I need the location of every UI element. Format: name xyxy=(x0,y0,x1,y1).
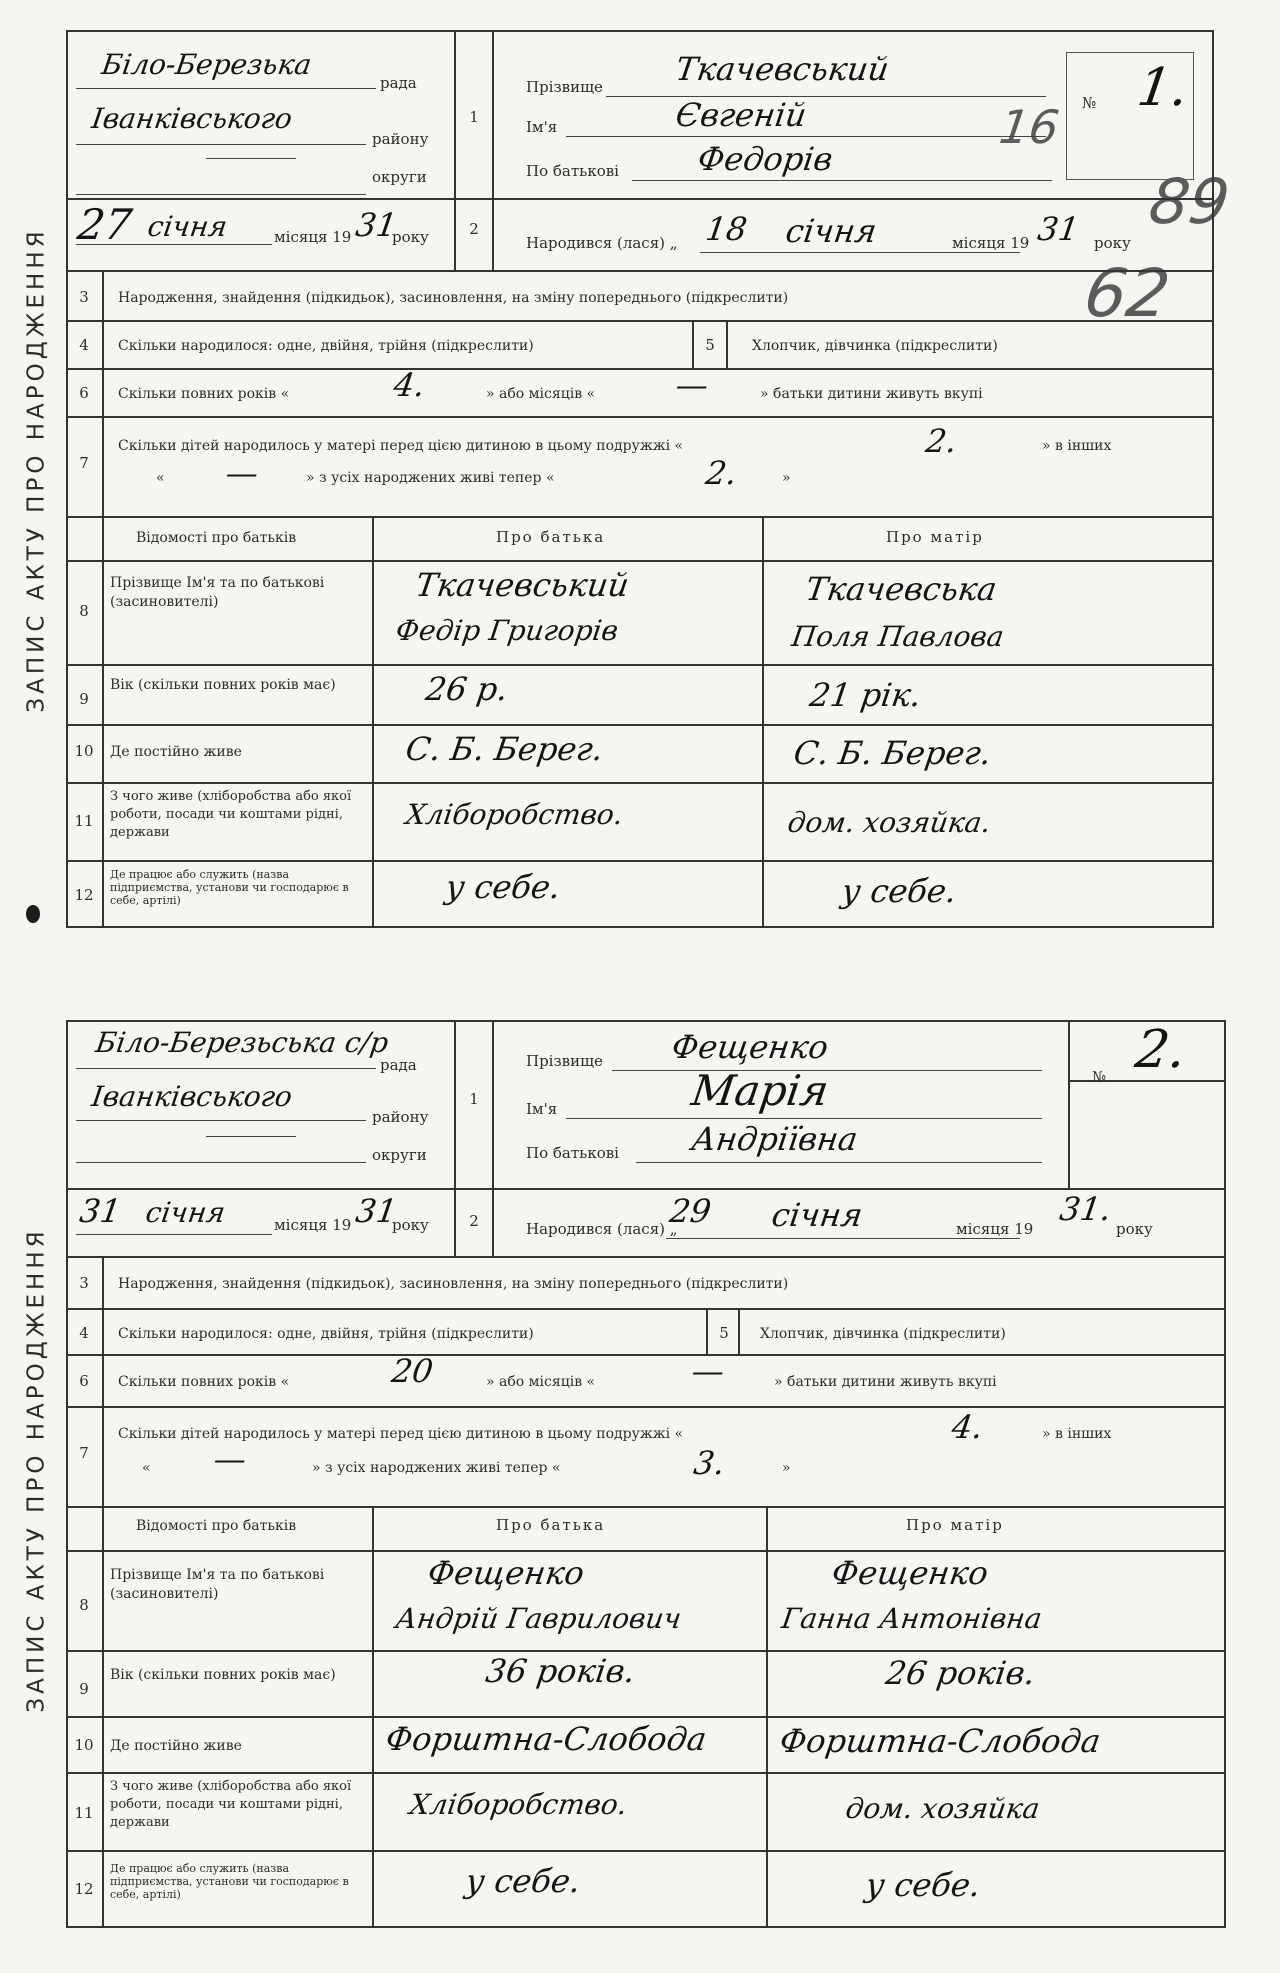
record-year: 31 xyxy=(353,1192,400,1230)
row-7-text: Скільки дітей народилось у матері перед цією дитиною в цьому подружжі « xyxy=(118,1426,684,1442)
children-other: — xyxy=(223,454,261,492)
years-together: 4. xyxy=(391,366,428,404)
label-rada: рада xyxy=(380,1056,417,1074)
father-livelihood: Хліборобство. xyxy=(407,1788,630,1821)
label-rayonu: району xyxy=(372,130,429,148)
label-misyatsia: місяця 19 xyxy=(956,1220,1034,1238)
header-father: Про батька xyxy=(496,1516,606,1534)
label-roku: року xyxy=(1094,234,1131,252)
record-day: 27 xyxy=(74,200,135,249)
label-born: Народився (лася) „ xyxy=(526,234,678,252)
children-other: — xyxy=(211,1440,249,1478)
mother-name: Поля Павлова xyxy=(789,620,1006,653)
row-6-text: » або місяців « xyxy=(486,1374,596,1390)
father-work: у себе. xyxy=(443,868,563,906)
row-4-text: Скільки народилося: одне, двійня, трійня (підкреслити) xyxy=(118,1326,534,1342)
row-7-text: « xyxy=(142,1460,151,1476)
district: Іванківського xyxy=(89,1080,295,1113)
label-number: № xyxy=(1082,94,1097,112)
label-name: Ім'я xyxy=(526,1100,558,1118)
row-7-text: Скільки дітей народилось у матері перед цією дитиною в цьому подружжі « xyxy=(118,438,684,454)
mother-residence: С. Б. Берег. xyxy=(791,734,994,772)
label-okrugy: округи xyxy=(372,168,427,186)
label-misyatsia: місяця 19 xyxy=(274,1216,352,1234)
child-surname: Фещенко xyxy=(669,1028,831,1066)
label-roku: року xyxy=(392,228,429,246)
header-father: Про батька xyxy=(496,528,606,546)
mother-surname: Фещенко xyxy=(829,1554,991,1592)
years-together: 20 xyxy=(389,1352,436,1390)
record-number: 1. xyxy=(1133,58,1192,118)
side-title-text: ЗАПИС АКТУ ПРО НАРОДЖЕННЯ xyxy=(24,1227,50,1713)
row-11-label: З чого живе (хліборобства або якої роботи, посади чи коштами рідні, держави xyxy=(110,789,352,840)
row-7-text: » з усіх народжених живі тепер « xyxy=(306,470,555,486)
father-name: Андрій Гаврилович xyxy=(393,1602,684,1635)
label-surname: Прізвище xyxy=(526,78,603,96)
row-6-text: » батьки дитини живуть вкупі xyxy=(774,1374,997,1390)
father-livelihood: Хліборобство. xyxy=(403,798,626,831)
father-work: у себе. xyxy=(463,1862,583,1900)
label-rayonu: району xyxy=(372,1108,429,1126)
child-name: Євгеній xyxy=(673,96,809,134)
header-mother: Про матір xyxy=(906,1516,1004,1534)
row-5-text: Хлопчик, дівчинка (підкреслити) xyxy=(760,1326,1006,1342)
children-living: 3. xyxy=(691,1444,728,1482)
row-7-text: » в інших xyxy=(1042,1426,1112,1442)
margin-note: 62 xyxy=(1079,255,1175,332)
children-living: 2. xyxy=(703,454,740,492)
row-3-text: Народження, знайдення (підкидьок), засиновлення, на зміну попереднього (підкреслити) xyxy=(118,1276,789,1292)
months-together: — xyxy=(689,1352,727,1390)
row-12-label: Де працює або служить (назва підприємства, установи чи господарює в себе, артілі) xyxy=(110,1862,349,1901)
label-roku: року xyxy=(1116,1220,1153,1238)
header-info: Відомості про батьків xyxy=(136,530,297,546)
label-patronymic: По батькові xyxy=(526,162,619,180)
father-residence: С. Б. Берег. xyxy=(403,730,606,768)
label-surname: Прізвище xyxy=(526,1052,603,1070)
birth-month: січня xyxy=(769,1196,865,1234)
row-6-text: » або місяців « xyxy=(486,386,596,402)
row-8-label: Прізвище Ім'я та по батькові (засиновителі) xyxy=(110,1567,325,1602)
father-name: Федір Григорів xyxy=(393,614,621,647)
side-title-text: ЗАПИС АКТУ ПРО НАРОДЖЕННЯ xyxy=(24,227,50,713)
village-council: Біло-Березьська с/р xyxy=(93,1026,391,1059)
mother-livelihood: дом. хозяйка. xyxy=(785,806,993,839)
mother-age: 26 років. xyxy=(883,1654,1038,1692)
label-number: № xyxy=(1092,1068,1107,1086)
binding-hole xyxy=(26,905,40,923)
row-5-text: Хлопчик, дівчинка (підкреслити) xyxy=(752,338,998,354)
mother-residence: Форштна-Слобода xyxy=(777,1722,1103,1760)
row-11-label: З чого живе (хліборобства або якої роботи, посади чи коштами рідні, держави xyxy=(110,1779,352,1830)
birth-month: січня xyxy=(783,212,879,250)
birth-year: 31 xyxy=(1035,210,1082,248)
mother-name: Ганна Антонівна xyxy=(779,1602,1044,1635)
record-day: 31 xyxy=(77,1192,124,1230)
child-patronymic: Федорів xyxy=(695,140,836,178)
mother-surname: Ткачевська xyxy=(803,570,1000,608)
record-year: 31 xyxy=(353,206,400,244)
record-number: 2. xyxy=(1131,1020,1190,1080)
row-7-text: » xyxy=(782,1460,791,1476)
children-before: 2. xyxy=(923,422,960,460)
side-title-2 xyxy=(22,1020,52,1920)
record-month: січня xyxy=(145,210,230,243)
father-age: 26 р. xyxy=(423,670,511,708)
child-name: Марія xyxy=(688,1066,832,1115)
birth-record-1: Біло-Березька рада Іванківського району округи 27 січня місяця 19 31 року 1 2 Прізвище Ткачевський Ім'я Євгеній По батькові Федорів № 1. Народився (лася) „ 18 січня місяця 19 31 року 3 Народження, знайдення (підкидьок), засиновлення, на зміну попереднього (підкреслити) 4 Скільки народилося: одне, двійня, трійня (підкреслити) 5 Хлопчик, дівчинка (підкреслити) 6 Скільки повних років « 4. » або місяців « — » батьки дитини живуть вкупі 7 Скільки дітей народилось у матері перед цією дитиною в цьому подружжі « 2. » в інших « — » з усіх народжених живі тепер « 2. » Відомості про батьків Про батька Про матір 8 Прізвище Ім'я та по батькові (засиновителі) Ткачевський Федір Григорів Ткачевська Поля Павлова 9 Вік (скільки повних років має) 26 р. 21 рік. 10 Де постійно живе С. Б. Берег. С. Б. Берег. 11 З чого живе (хліборобства або якої роботи, посади чи коштами рідні, держави Хліборобство. дом. хозяйка. 12 Де працює або служить (назва підприємства, установи чи господарює в себе, артілі) у себе. у себе. xyxy=(66,30,1214,928)
birth-day: 18 xyxy=(703,210,750,248)
row-7-text: » xyxy=(782,470,791,486)
label-born: Народився (лася) „ xyxy=(526,1220,678,1238)
label-name: Ім'я xyxy=(526,118,558,136)
children-before: 4. xyxy=(949,1408,986,1446)
margin-note: 16 xyxy=(996,100,1063,154)
side-title-1 xyxy=(22,40,52,900)
row-6-text: Скільки повних років « xyxy=(118,386,290,402)
record-month: січня xyxy=(143,1196,228,1229)
margin-note: 89 xyxy=(1144,165,1235,238)
months-together: — xyxy=(673,366,711,404)
row-10-label: Де постійно живе xyxy=(110,744,242,760)
father-surname: Фещенко xyxy=(425,1554,587,1592)
mother-work: у себе. xyxy=(839,872,959,910)
row-7-text: » з усіх народжених живі тепер « xyxy=(312,1460,561,1476)
row-3-text: Народження, знайдення (підкидьок), засиновлення, на зміну попереднього (підкреслити) xyxy=(118,290,789,306)
label-okrugy: округи xyxy=(372,1146,427,1164)
mother-work: у себе. xyxy=(863,1866,983,1904)
village-council: Біло-Березька xyxy=(99,48,314,81)
child-patronymic: Андріївна xyxy=(689,1120,860,1158)
label-patronymic: По батькові xyxy=(526,1144,619,1162)
row-4-text: Скільки народилося: одне, двійня, трійня (підкреслити) xyxy=(118,338,534,354)
row-12-label: Де працює або служить (назва підприємства, установи чи господарює в себе, артілі) xyxy=(110,868,349,907)
label-roku: року xyxy=(392,1216,429,1234)
father-residence: Форштна-Слобода xyxy=(383,1720,709,1758)
row-10-label: Де постійно живе xyxy=(110,1738,242,1754)
label-misyatsia: місяця 19 xyxy=(952,234,1030,252)
birth-year: 31. xyxy=(1057,1190,1114,1228)
label-rada: рада xyxy=(380,74,417,92)
birth-record-2: Біло-Березьська с/р рада Іванківського району округи 31 січня місяця 19 31 року 1 2 Прізвище Фещенко Ім'я Марія По батькові Андріївна № 2. Народився (лася) „ 29 січня місяця 19 31. року 3 Народження, знайдення (підкидьок), засиновлення, на зміну попереднього (підкреслити) 4 Скільки народилося: одне, двійня, трійня (підкреслити) 5 Хлопчик, дівчинка (підкреслити) 6 Скільки повних років « 20 » або місяців « — » батьки дитини живуть вкупі 7 Скільки дітей народилось у матері перед цією дитиною в цьому подружжі « 4. » в інших « — » з усіх народжених живі тепер « 3. » Відомості про батьків Про батька Про матір 8 Прізвище Ім'я та по батькові (засиновителі) Фещенко Андрій Гаврилович Фещенко Ганна Антонівна 9 Вік (скільки повних років має) 36 років. 26 років. 10 Де постійно живе Форштна-Слобода Форштна-Слобода 11 З чого живе (хліборобства або якої роботи, посади чи коштами рідні, держави Хліборобство. дом. хозяйка 12 Де працює або служить (назва підприємства, установи чи господарює в себе, артілі) у себе. у себе. xyxy=(66,1020,1214,1928)
row-9-label: Вік (скільки повних років має) xyxy=(110,677,336,693)
row-7-text: « xyxy=(156,470,165,486)
child-surname: Ткачевський xyxy=(673,50,892,88)
row-9-label: Вік (скільки повних років має) xyxy=(110,1667,336,1683)
father-surname: Ткачевський xyxy=(413,566,632,604)
birth-day: 29 xyxy=(667,1192,714,1230)
label-misyatsia: місяця 19 xyxy=(274,228,352,246)
row-8-label: Прізвище Ім'я та по батькові (засиновителі) xyxy=(110,575,325,610)
row-7-text: » в інших xyxy=(1042,438,1112,454)
mother-age: 21 рік. xyxy=(807,676,924,714)
row-6-text: Скільки повних років « xyxy=(118,1374,290,1390)
header-info: Відомості про батьків xyxy=(136,1518,297,1534)
row-6-text: » батьки дитини живуть вкупі xyxy=(760,386,983,402)
header-mother: Про матір xyxy=(886,528,984,546)
father-age: 36 років. xyxy=(483,1652,638,1690)
district: Іванківського xyxy=(89,102,295,135)
mother-livelihood: дом. хозяйка xyxy=(843,1792,1042,1825)
